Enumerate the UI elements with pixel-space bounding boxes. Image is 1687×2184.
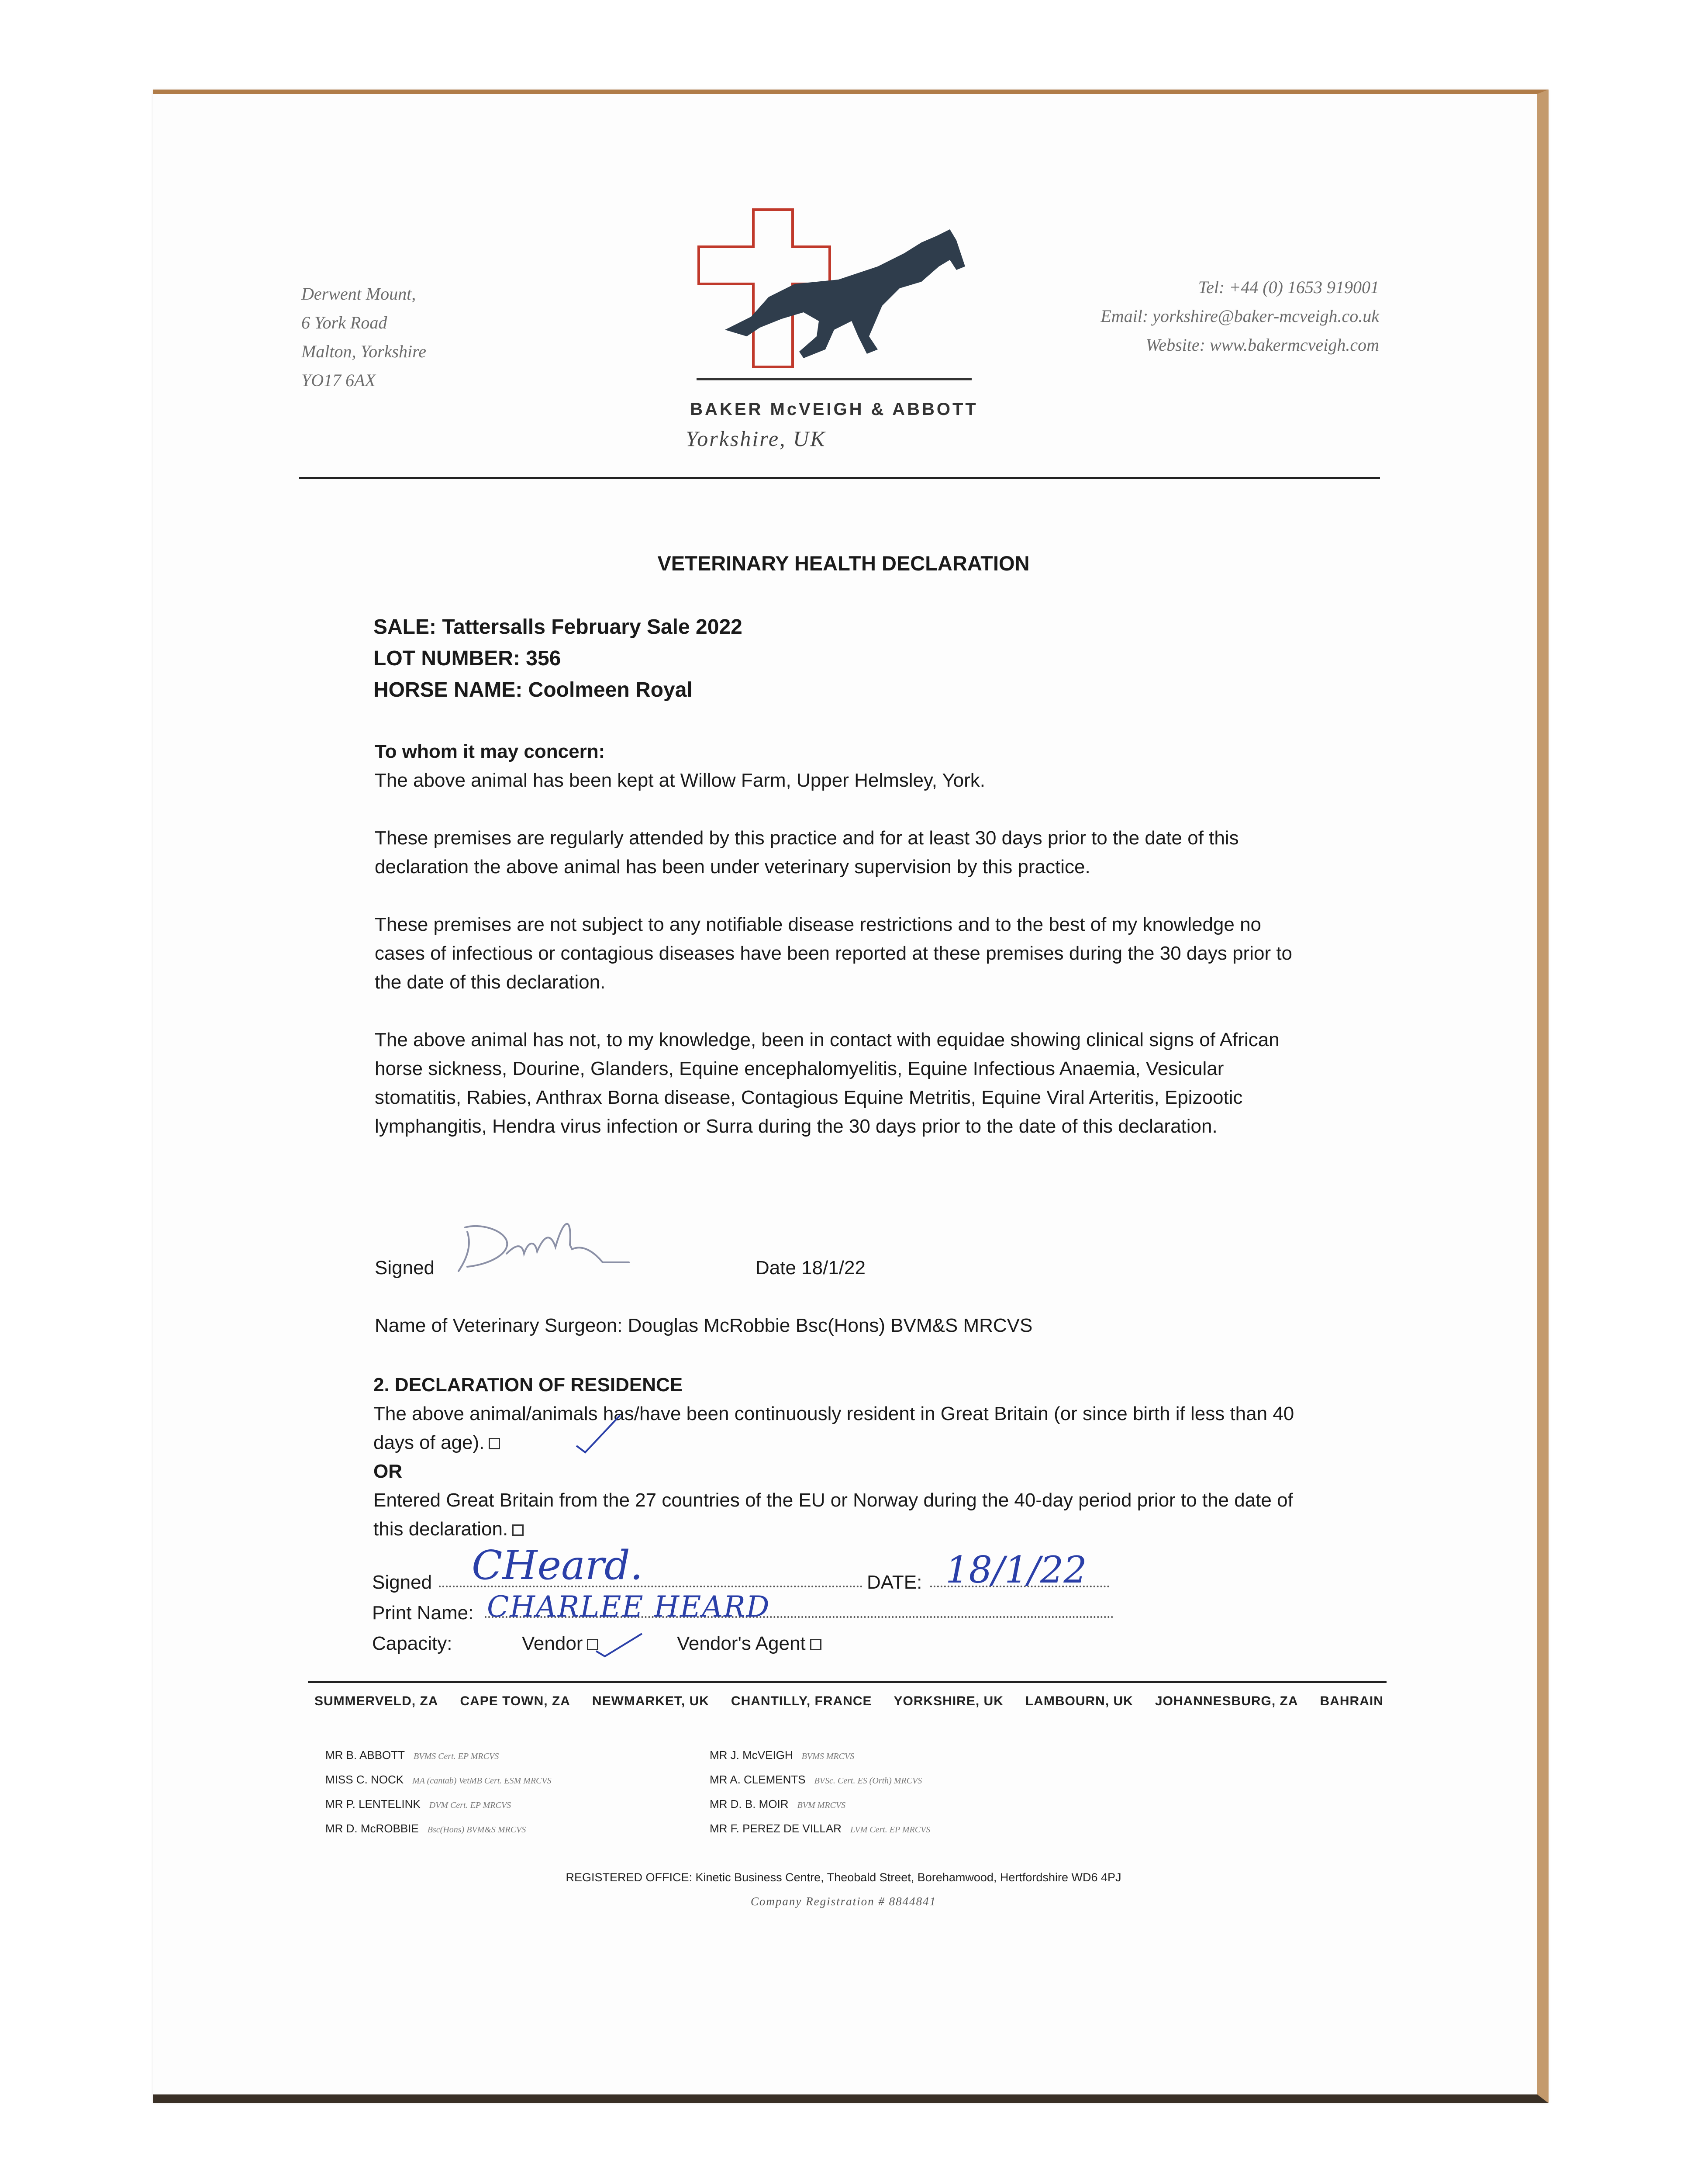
salutation: To whom it may concern: <box>375 741 605 762</box>
residence-signature: CHeard. <box>472 1542 643 1589</box>
declaration-body <box>375 737 1309 1141</box>
partner-name: MR J. McVEIGH <box>710 1749 793 1762</box>
kept-at-statement: The above animal has been kept at Willow Farm, Upper Helmsley, York. <box>375 770 986 791</box>
partner-name: MR B. ABBOTT <box>325 1749 405 1762</box>
header-divider <box>299 477 1380 479</box>
telephone: Tel: +44 (0) 1653 919001 <box>1198 277 1379 297</box>
partner-quals: Bsc(Hons) BVM&S MRCVS <box>427 1825 526 1835</box>
partner-quals: LVM Cert. EP MRCVS <box>850 1825 931 1835</box>
email: Email: yorkshire@baker-mcveigh.co.uk <box>1101 306 1379 326</box>
galloping-horse-icon <box>725 229 965 358</box>
partner <box>710 1743 930 1767</box>
practice-name: BAKER McVEIGH & ABBOTT <box>690 400 978 419</box>
office-location: BAHRAIN <box>1320 1694 1383 1708</box>
lot-number: LOT NUMBER: 356 <box>373 647 561 670</box>
practice-location: Yorkshire, UK <box>686 426 826 451</box>
address-line: Derwent Mount, <box>301 284 416 304</box>
option-2-checkbox[interactable] <box>512 1524 524 1536</box>
vendor-tick-mark <box>594 1625 646 1660</box>
page-title: VETERINARY HEALTH DECLARATION <box>657 552 1030 575</box>
agent-option <box>677 1629 821 1658</box>
partner-name: MR F. PEREZ DE VILLAR <box>710 1822 842 1835</box>
residence-option-1 <box>373 1400 1312 1457</box>
residence-option-2-text: Entered Great Britain from the 27 countries of the EU or Norway during the 40-day period prior to the date of this declaration. <box>373 1489 1293 1540</box>
partners-left <box>325 1743 552 1841</box>
sale-name: SALE: Tattersalls February Sale 2022 <box>373 615 742 639</box>
residence-heading: 2. DECLARATION OF RESIDENCE <box>373 1374 683 1396</box>
partners-right <box>710 1743 930 1841</box>
address-line: YO17 6AX <box>301 370 376 390</box>
supervision-statement: These premises are regularly attended by this practice and for at least 30 days prior to the date of this declaration the above animal has been under veterinary supervision by this practice. <box>375 827 1239 878</box>
disease-restrictions-statement: These premises are not subject to any notifiable disease restrictions and to the best of my knowledge no cases of infectious or contagious diseases have been reported at these premises during the 30 days prior to the date of this declaration. <box>375 914 1293 993</box>
vendor-option <box>522 1629 598 1658</box>
residence-date-value: 18/1/22 <box>945 1548 1087 1591</box>
address-line: 6 York Road <box>301 313 387 332</box>
print-name-value: CHARLEE HEARD <box>487 1590 770 1624</box>
vet-signed-label: Signed <box>375 1257 435 1279</box>
sale-details <box>373 612 742 706</box>
office-location: JOHANNESBURG, ZA <box>1155 1694 1298 1708</box>
practice-contact <box>986 273 1379 359</box>
partner-quals: BVM MRCVS <box>797 1800 846 1810</box>
residence-signed-label: Signed <box>372 1572 432 1593</box>
residence-option-1-text: The above animal/animals has/have been continuously resident in Great Britain (or since birth if less than 40 days of age). <box>373 1403 1294 1453</box>
office-location: LAMBOURN, UK <box>1025 1694 1133 1708</box>
office-location: CAPE TOWN, ZA <box>460 1694 570 1708</box>
office-location: YORKSHIRE, UK <box>894 1694 1004 1708</box>
or-separator: OR <box>373 1461 402 1482</box>
partner-quals: BVMS Cert. EP MRCVS <box>414 1752 499 1761</box>
agent-checkbox[interactable] <box>810 1639 821 1650</box>
horse-name: HORSE NAME: Coolmeen Royal <box>373 678 693 702</box>
vet-surgeon-name: Name of Veterinary Surgeon: Douglas McRobbie Bsc(Hons) BVM&S MRCVS <box>375 1315 1033 1336</box>
residence-option-2 <box>373 1486 1312 1544</box>
company-registration: Company Registration # 8844841 <box>750 1895 937 1908</box>
office-locations <box>314 1694 1383 1709</box>
vet-date: Date 18/1/22 <box>756 1257 866 1279</box>
partner <box>710 1767 930 1792</box>
practice-address <box>301 280 426 395</box>
registered-office: REGISTERED OFFICE: Kinetic Business Centre, Theobald Street, Borehamwood, Hertfordshire WD6 4PJ <box>566 1871 1121 1884</box>
address-line: Malton, Yorkshire <box>301 342 426 361</box>
partner <box>325 1767 552 1792</box>
partner <box>325 1743 552 1767</box>
capacity-label: Capacity: <box>372 1633 452 1654</box>
partner <box>325 1816 552 1841</box>
partner-quals: BVMS MRCVS <box>801 1752 855 1761</box>
partner-quals: BVSc. Cert. ES (Orth) MRCVS <box>814 1776 922 1786</box>
office-location: NEWMARKET, UK <box>592 1694 709 1708</box>
option-1-checkbox[interactable] <box>489 1438 500 1449</box>
partner <box>325 1792 552 1816</box>
partner-quals: MA (cantab) VetMB Cert. ESM MRCVS <box>412 1776 552 1786</box>
option-1-tick-mark <box>572 1411 624 1455</box>
partner-name: MR A. CLEMENTS <box>710 1773 806 1786</box>
residence-date-label: DATE: <box>867 1572 922 1593</box>
vet-signature <box>441 1206 642 1275</box>
partner-name: MR D. McROBBIE <box>325 1822 419 1835</box>
agent-label: Vendor's Agent <box>677 1633 806 1654</box>
partner <box>710 1816 930 1841</box>
website: Website: www.bakermcveigh.com <box>1145 335 1379 355</box>
partner-name: MISS C. NOCK <box>325 1773 404 1786</box>
partner-name: MR P. LENTELINK <box>325 1797 421 1811</box>
contact-statement: The above animal has not, to my knowledge, been in contact with equidae showing clinical signs of African horse sickness, Dourine, Glanders, Equine encephalomyelitis, Equine Infectious Anaemia, Vesicular stomatitis, Rabies, Anthrax Borna disease, Contagious Equine Metritis, Equine Viral Arteritis, Epizootic lymphangitis, Hendra virus infection or Surra during the 30 days prior to the date of this declaration. <box>375 1029 1280 1137</box>
partner <box>710 1792 930 1816</box>
vendor-label: Vendor <box>522 1633 583 1654</box>
print-name-label: Print Name: <box>372 1602 474 1624</box>
office-location: SUMMERVELD, ZA <box>314 1694 438 1708</box>
footer-divider <box>308 1681 1387 1683</box>
office-location: CHANTILLY, FRANCE <box>731 1694 872 1708</box>
practice-logo <box>694 205 974 389</box>
partner-name: MR D. B. MOIR <box>710 1797 789 1811</box>
residence-section <box>373 1371 1312 1544</box>
partner-quals: DVM Cert. EP MRCVS <box>429 1800 511 1810</box>
